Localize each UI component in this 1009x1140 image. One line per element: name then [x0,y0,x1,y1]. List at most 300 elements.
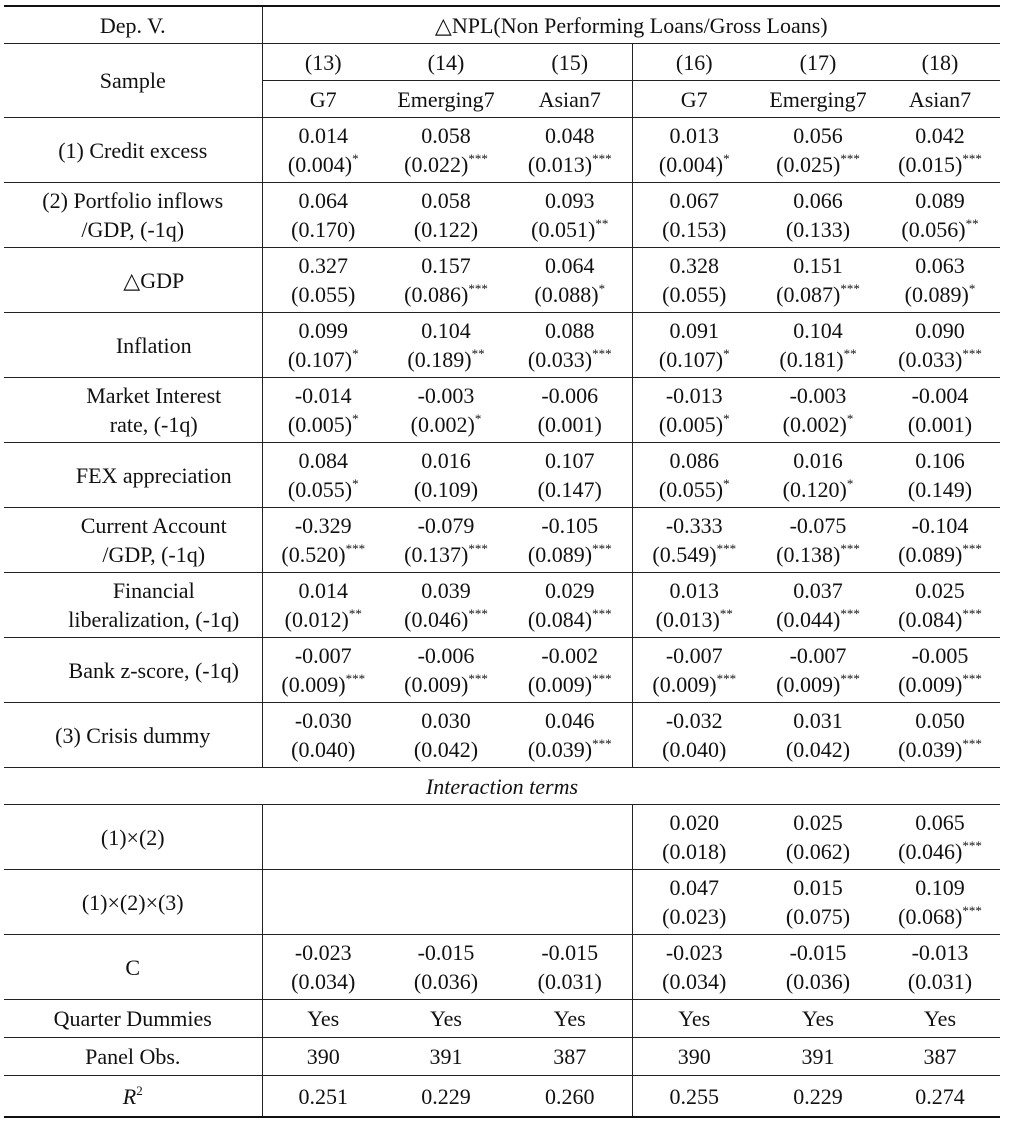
std-error-value: (0.015) [898,152,963,177]
table-row [4,443,1000,508]
std-error [756,540,880,569]
std-error-value: (0.039) [898,737,963,762]
std-error [508,967,632,996]
value-cell: 0.260 [508,1076,632,1118]
significance-stars: ** [965,216,979,231]
std-error-value: (0.086) [404,282,469,307]
table-row [4,1038,1000,1076]
std-error-value: (0.039) [527,737,593,762]
coefficient: 0.013 [669,123,719,148]
std-error [880,215,1000,244]
coefficient: 0.328 [669,253,719,278]
r-squared-exponent: 2 [136,1082,143,1098]
estimate-cell [880,805,1000,870]
std-error-value: (0.005) [658,412,724,437]
std-error [263,475,385,504]
dep-var-label: Dep. V. [4,6,262,44]
coefficient: -0.079 [417,513,475,538]
std-error-value: (0.189) [407,347,472,372]
std-error [633,902,757,931]
estimate-cell [384,378,508,443]
significance-stars: * [723,476,730,491]
std-error [508,345,632,374]
std-error-value: (0.549) [652,542,717,567]
coefficient: -0.333 [665,513,723,538]
std-error [633,540,757,569]
coefficient: 0.091 [669,318,719,343]
std-error-value: (0.089) [527,542,593,567]
estimate-cell [262,805,384,870]
estimate-cell [632,703,756,768]
row-label: (3) Crisis dummy [4,703,262,768]
coefficient: 0.151 [793,253,843,278]
interaction-title: Interaction terms [4,768,1000,805]
coefficient: 0.104 [421,318,471,343]
estimate-cell [508,443,632,508]
std-error [508,150,632,179]
row-label: Current Account /GDP, (-1q) [4,508,262,573]
estimate-cell [756,313,880,378]
table-row [4,638,1000,703]
coefficient: -0.006 [417,643,475,668]
table-row [4,935,1000,1000]
estimate-cell [508,248,632,313]
std-error-value: (0.147) [537,477,602,502]
estimate-cell [880,638,1000,703]
std-error [880,837,1000,866]
estimate-cell [756,573,880,638]
value-cell: Yes [262,1000,384,1038]
std-error [633,475,757,504]
estimate-cell [880,870,1000,935]
significance-stars: ** [843,346,857,361]
estimate-cell [880,443,1000,508]
std-error [384,540,508,569]
coefficient: 0.013 [669,578,719,603]
std-error-value: (0.036) [413,969,479,994]
std-error [880,605,1000,634]
std-error-value: (0.002) [782,412,847,437]
std-error-value: (0.033) [898,347,963,372]
coefficient: 0.064 [545,253,595,278]
std-error [508,605,632,634]
estimate-cell [632,378,756,443]
value-cell: 390 [262,1038,384,1076]
coefficient: 0.025 [915,578,965,603]
std-error-value: (0.044) [776,607,841,632]
row-label: (2) Portfolio inflows /GDP, (-1q) [4,183,262,248]
std-error [756,280,880,309]
std-error-value: (0.031) [907,969,973,994]
coefficient: -0.013 [911,940,969,965]
std-error-value: (0.120) [782,477,847,502]
std-error-value: (0.004) [287,152,353,177]
significance-stars: *** [468,541,488,556]
estimate-cell [262,443,384,508]
coefficient: 0.065 [915,810,965,835]
sample-label: Sample [4,44,262,118]
coefficient: -0.007 [789,643,847,668]
estimate-cell [508,935,632,1000]
std-error [263,280,385,309]
estimate-cell [632,248,756,313]
significance-stars: *** [345,671,366,686]
coefficient: -0.014 [294,383,352,408]
row-label: FEX appreciation [4,443,262,508]
estimate-cell [756,508,880,573]
interaction-header-row [4,768,1000,805]
value-cell: 0.255 [632,1076,756,1118]
coefficient: 0.327 [298,253,348,278]
estimate-cell [756,935,880,1000]
significance-stars: * [352,476,359,491]
std-error-value: (0.137) [404,542,469,567]
std-error-value: (0.055) [291,282,356,307]
coefficient: -0.003 [789,383,847,408]
estimate-cell [880,248,1000,313]
estimate-cell [632,313,756,378]
estimate-cell [756,183,880,248]
significance-stars: * [474,411,482,426]
std-error-value: (0.055) [662,282,727,307]
estimate-cell [384,573,508,638]
std-error-value: (0.012) [284,607,349,632]
estimate-cell [508,313,632,378]
estimate-cell [262,508,384,573]
value-cell: 391 [756,1038,880,1076]
estimate-cell [880,508,1000,573]
std-error-value: (0.056) [901,217,966,242]
estimate-cell [508,805,632,870]
std-error-value: (0.133) [785,217,851,242]
std-error-value: (0.051) [531,217,596,242]
std-error-value: (0.107) [658,347,724,372]
std-error [756,345,880,374]
std-error [633,150,757,179]
std-error [880,670,1000,699]
significance-stars: *** [962,151,982,166]
significance-stars: *** [592,346,612,361]
std-error [633,280,757,309]
regression-table [4,5,1000,1118]
std-error [756,735,880,764]
std-error [880,902,1000,931]
estimate-cell [384,313,508,378]
significance-stars: *** [962,736,982,751]
std-error-value: (0.004) [658,152,724,177]
sample-name: Emerging7 [384,81,508,118]
std-error-value: (0.068) [898,904,963,929]
significance-stars: * [723,411,730,426]
std-error-value: (0.042) [785,737,851,762]
coefficient: 0.104 [793,318,843,343]
std-error [633,837,757,866]
std-error [756,670,880,699]
estimate-cell [756,638,880,703]
std-error-value: (0.031) [537,969,602,994]
significance-stars: * [723,346,730,361]
significance-stars: ** [348,606,362,621]
std-error [384,280,508,309]
coefficient: -0.006 [541,383,599,408]
coefficient: 0.063 [915,253,965,278]
estimate-cell [880,183,1000,248]
std-error [880,410,1000,439]
significance-stars: *** [592,541,612,556]
significance-stars: *** [468,671,488,686]
significance-stars: *** [840,541,860,556]
std-error [384,345,508,374]
coefficient: 0.093 [545,188,595,213]
estimate-cell [262,703,384,768]
estimate-cell [508,870,632,935]
std-error-value: (0.046) [404,607,469,632]
coefficient: 0.090 [915,318,965,343]
coefficient: -0.002 [541,643,599,668]
std-error-value: (0.023) [662,904,727,929]
table-row [4,378,1000,443]
significance-stars: ** [595,216,609,231]
sample-name: G7 [632,81,756,118]
std-error-value: (0.122) [413,217,479,242]
estimate-cell [880,573,1000,638]
estimate-cell [262,118,384,183]
estimate-cell [384,935,508,1000]
std-error [263,670,385,699]
coefficient: 0.014 [298,123,348,148]
std-error [756,837,880,866]
coefficient: -0.004 [911,383,969,408]
significance-stars: * [352,151,359,166]
std-error-value: (0.001) [907,412,973,437]
table-row [4,703,1000,768]
std-error [880,345,1000,374]
coefficient: -0.015 [789,940,847,965]
std-error [384,215,508,244]
significance-stars: *** [962,606,982,621]
value-cell: 0.229 [384,1076,508,1118]
r-squared-label [4,1076,262,1118]
estimate-cell [880,313,1000,378]
estimate-cell [632,443,756,508]
coefficient: -0.015 [541,940,599,965]
significance-stars: *** [840,671,860,686]
std-error [384,475,508,504]
std-error-value: (0.089) [904,282,969,307]
coefficient: 0.088 [545,318,595,343]
std-error [508,475,632,504]
std-error [263,345,385,374]
std-error-value: (0.009) [404,672,469,697]
value-cell: Yes [508,1000,632,1038]
coefficient: 0.067 [669,188,719,213]
std-error-value: (0.181) [779,347,844,372]
std-error [384,605,508,634]
significance-stars: * [598,281,606,296]
std-error [508,735,632,764]
std-error-value: (0.109) [413,477,479,502]
std-error [508,215,632,244]
significance-stars: *** [840,151,860,166]
significance-stars: *** [592,151,612,166]
coefficient: -0.105 [541,513,599,538]
std-error-value: (0.042) [413,737,479,762]
table-row [4,573,1000,638]
table-row [4,248,1000,313]
estimate-cell [756,870,880,935]
estimate-cell [384,870,508,935]
std-error [633,605,757,634]
std-error-value: (0.170) [291,217,356,242]
estimate-cell [508,118,632,183]
coefficient: 0.047 [669,875,719,900]
std-error-value: (0.009) [527,672,593,697]
estimate-cell [632,183,756,248]
std-error [263,150,385,179]
r-squared-row [4,1076,1000,1118]
significance-stars: *** [716,671,737,686]
value-cell: Yes [384,1000,508,1038]
coefficient: -0.007 [665,643,723,668]
estimate-cell [262,638,384,703]
std-error-value: (0.013) [527,152,593,177]
estimate-cell [508,508,632,573]
coefficient: 0.058 [421,188,471,213]
significance-stars: *** [592,736,612,751]
std-error-value: (0.033) [527,347,593,372]
std-error [880,475,1000,504]
std-error [263,410,385,439]
estimate-cell [756,443,880,508]
significance-stars: *** [962,541,982,556]
estimate-cell [756,703,880,768]
estimate-cell [756,118,880,183]
estimate-cell [508,378,632,443]
value-cell: 390 [632,1038,756,1076]
std-error-value: (0.002) [410,412,475,437]
estimate-cell [262,935,384,1000]
std-error-value: (0.149) [907,477,973,502]
std-error [384,735,508,764]
std-error-value: (0.055) [658,477,724,502]
sample-name: Emerging7 [756,81,880,118]
coefficient: -0.007 [294,643,352,668]
value-cell: 387 [880,1038,1000,1076]
coefficient: -0.032 [665,708,723,733]
coefficient: 0.029 [545,578,595,603]
std-error-value: (0.055) [287,477,353,502]
table-row [4,183,1000,248]
estimate-cell [632,935,756,1000]
std-error-value: (0.062) [785,839,851,864]
coefficient: 0.089 [915,188,965,213]
std-error [633,215,757,244]
std-error-value: (0.036) [785,969,851,994]
row-label: Financial liberalization, (-1q) [4,573,262,638]
row-label: (1)×(2) [4,805,262,870]
estimate-cell [262,870,384,935]
coefficient: 0.016 [421,448,471,473]
significance-stars: * [723,151,730,166]
estimate-cell [262,183,384,248]
coefficient: -0.005 [911,643,969,668]
std-error-value: (0.001) [537,412,602,437]
coefficient: 0.157 [421,253,471,278]
estimate-cell [756,378,880,443]
std-error [633,670,757,699]
coefficient: 0.046 [545,708,595,733]
std-error [756,902,880,931]
estimate-cell [632,573,756,638]
coefficient: -0.023 [665,940,723,965]
estimate-cell [632,508,756,573]
estimate-cell [632,870,756,935]
value-cell: 391 [384,1038,508,1076]
std-error [508,540,632,569]
coefficient: -0.104 [911,513,969,538]
coefficient: -0.030 [294,708,352,733]
std-error-value: (0.009) [898,672,963,697]
std-error [633,735,757,764]
coefficient: -0.023 [294,940,352,965]
estimate-cell [508,638,632,703]
std-error [508,280,632,309]
std-error [263,967,385,996]
significance-stars: *** [345,541,366,556]
estimate-cell [632,805,756,870]
coefficient: -0.015 [417,940,475,965]
r-squared-symbol: R [122,1083,137,1109]
estimate-cell [880,935,1000,1000]
coefficient: -0.013 [665,383,723,408]
dep-var-title: △NPL(Non Performing Loans/Gross Loans) [262,6,1000,44]
coefficient: 0.030 [421,708,471,733]
std-error-value: (0.138) [776,542,841,567]
estimate-cell [632,118,756,183]
estimate-cell [384,805,508,870]
std-error-value: (0.034) [662,969,727,994]
std-error [508,670,632,699]
column-number: (17) [756,44,880,81]
std-error-value: (0.075) [785,904,851,929]
significance-stars: * [846,411,854,426]
value-cell: 387 [508,1038,632,1076]
estimate-cell [756,248,880,313]
std-error-value: (0.005) [287,412,353,437]
estimate-cell [508,183,632,248]
row-label: Market Interest rate, (-1q) [4,378,262,443]
coefficient: 0.020 [669,810,719,835]
estimate-cell [384,118,508,183]
coefficient: 0.084 [298,448,348,473]
significance-stars: *** [716,541,737,556]
column-number: (18) [880,44,1000,81]
std-error [633,410,757,439]
coefficient: -0.003 [417,383,475,408]
row-label: Bank z-score, (-1q) [4,638,262,703]
std-error [756,475,880,504]
std-error-value: (0.040) [662,737,727,762]
estimate-cell [262,573,384,638]
row-label: C [4,935,262,1000]
table-row [4,805,1000,870]
std-error-value: (0.040) [291,737,356,762]
significance-stars: *** [962,671,982,686]
significance-stars: *** [962,346,982,361]
std-error [384,150,508,179]
column-number: (14) [384,44,508,81]
coefficient: 0.107 [545,448,595,473]
